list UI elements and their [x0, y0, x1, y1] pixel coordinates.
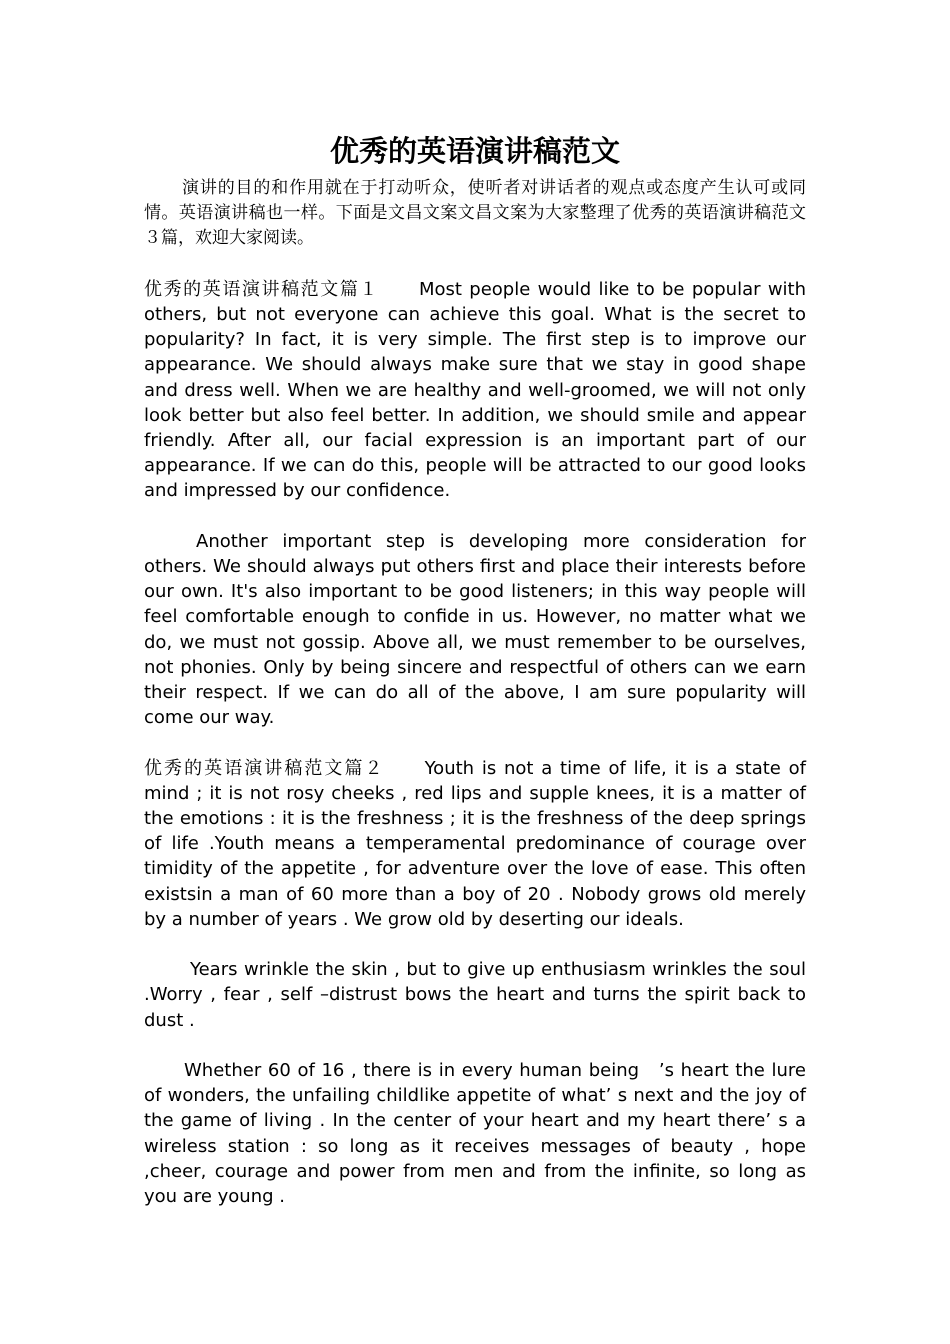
paragraph-gap — [144, 504, 806, 529]
document-body — [144, 176, 806, 1209]
paragraph-gap — [144, 932, 806, 957]
section-1-text-1: Most people would like to be popular with others, but not everyone can achieve this goal. What is the secret to popularity? In fact, it is very simple. The first step is to improve our appearance. We should always make sure that we stay in good shape and dress well. When we are healthy and well-groomed, we will not only look better but also feel better. In addition, we should smile and appear friendly. After all, our facial expression is an important part of our appearance. If we can do this, people will be attracted to our good looks and impressed by our confidence. — [144, 278, 807, 502]
section-2-paragraph-1 — [144, 756, 806, 932]
section-1-paragraph-1 — [144, 277, 806, 504]
section-2-text-1: Youth is not a time of life, it is a state of mind ; it is not rosy cheeks , red lips and supple knees, it is a matter of the emotions : it is the freshness ; it is the freshness of the deep springs of life .Youth means a temperamental predominance of courage over timidity of the appetite , for adventure over the love of ease. This often existsin a man of 60 more than a boy of 20 . Nobody grows old merely by a number of years . We grow old by deserting our ideals. — [144, 757, 806, 930]
page-title: 优秀的英语演讲稿范文 — [329, 134, 620, 168]
paragraph-gap — [144, 1033, 806, 1058]
section-1-paragraph-2: Another important step is developing more consideration for others. We should always put others first and place their interests before our own. It's also important to be good listeners; in this way people will feel comfortable enough to confide in us. However, no matter what we do, we must not gossip. Above all, we must remember to be ourselves, not phonies. Only by being sincere and respectful of others can we earn their respect. If we can do all of the above, I am sure popularity will come our way. — [144, 530, 806, 729]
section-2-heading: 优秀的英语演讲稿范文篇２ — [144, 757, 385, 779]
section-2-paragraph-2: Years wrinkle the skin , but to give up enthusiasm wrinkles the soul .Worry , fear , self –distrust bows the heart and turns the spirit back to dust . — [144, 959, 806, 1031]
paragraph-gap — [144, 252, 806, 277]
section-2-paragraph-3: Whether 60 of 16 , there is in every human being ’s heart the lure of wonders, the unfailing childlike appetite of what’ s next and the joy of the game of living . In the center of your heart and my heart there’ s a wireless station : so long as it receives messages of beauty , hope ,cheer, courage and power from men and from the infinite, so long as you are young . — [144, 1060, 806, 1208]
paragraph-gap — [144, 730, 806, 755]
intro-paragraph: 演讲的目的和作用就在于打动听众，使听者对讲话者的观点或态度产生认可或同情。英语演讲稿也一样。下面是文昌文案文昌文案为大家整理了优秀的英语演讲稿范文３篇，欢迎大家阅读。 — [144, 178, 806, 249]
section-1-heading: 优秀的英语演讲稿范文篇１ — [144, 278, 379, 300]
